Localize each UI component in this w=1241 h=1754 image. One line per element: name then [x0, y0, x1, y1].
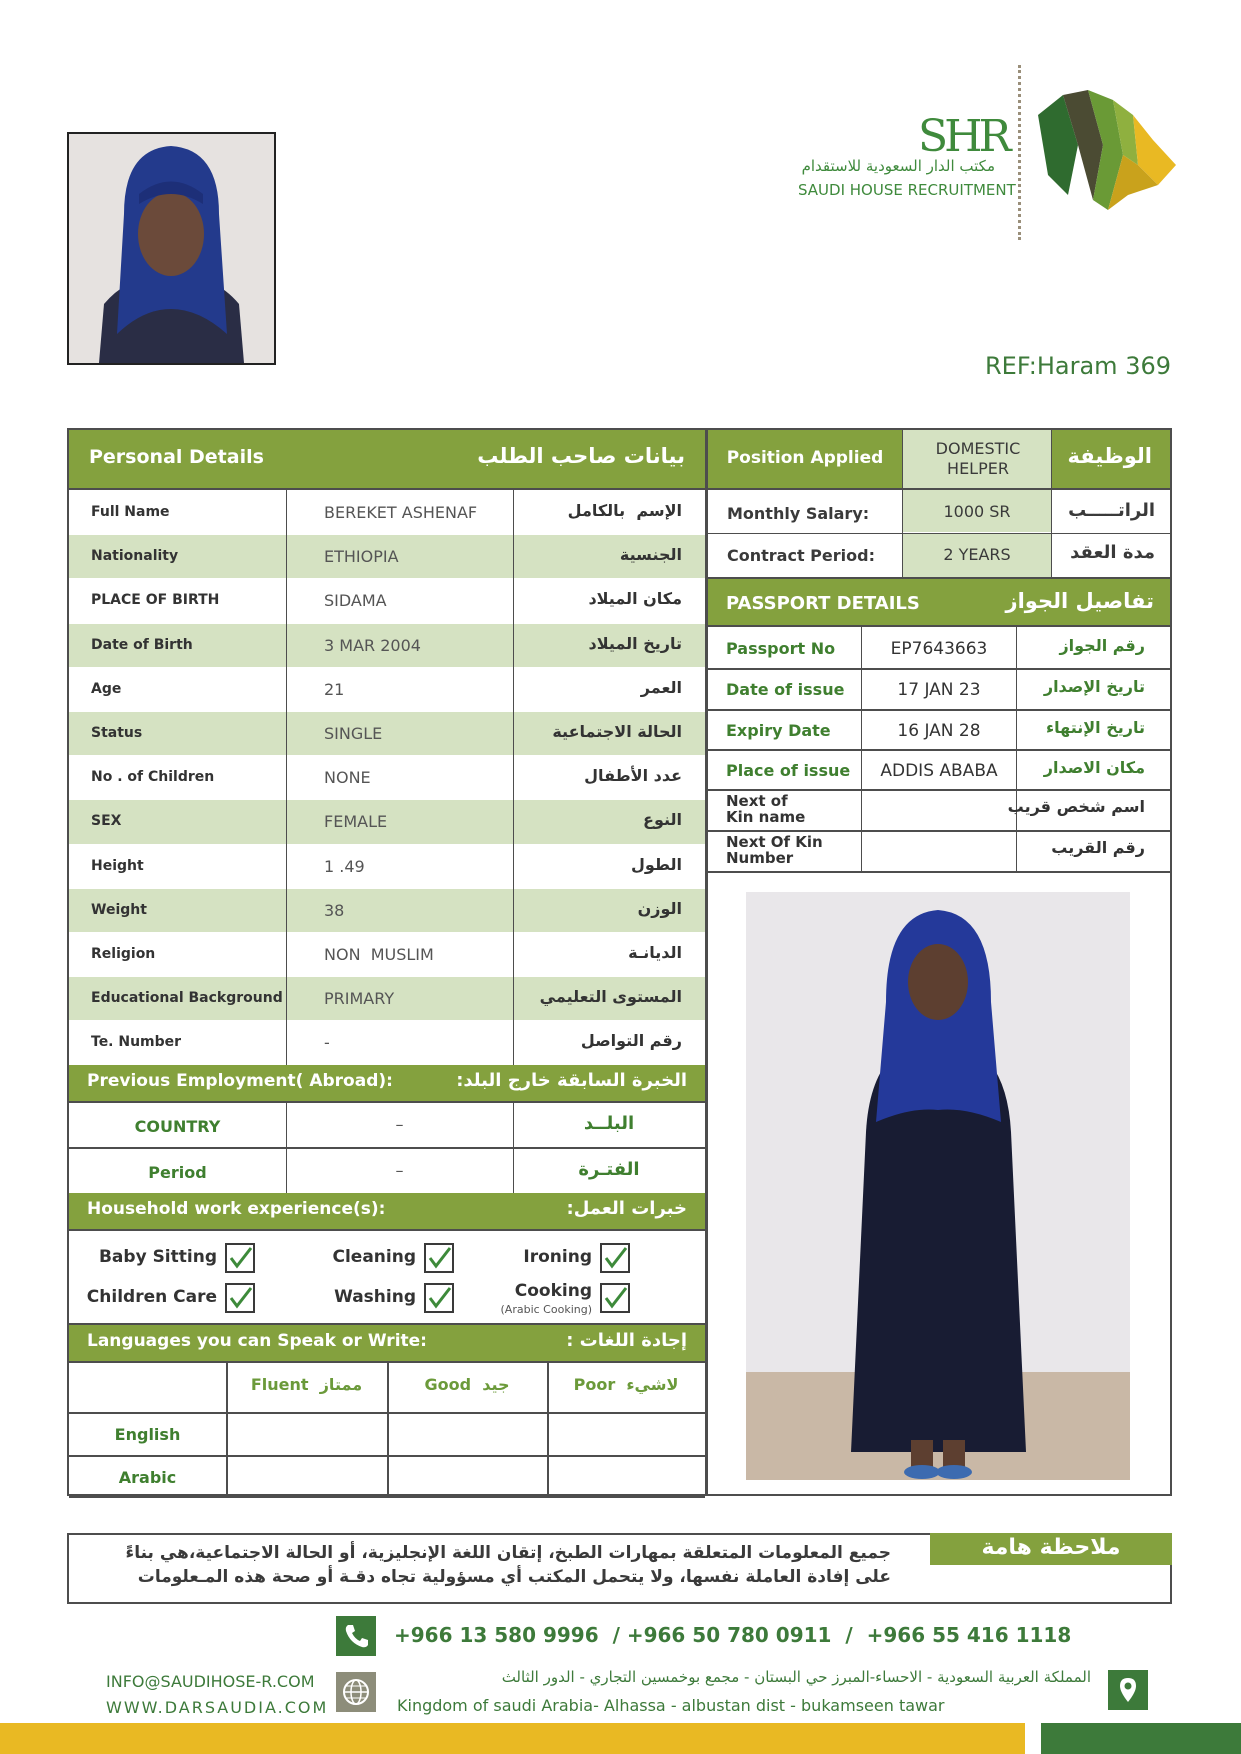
checkbox-checked[interactable] — [225, 1243, 255, 1273]
row-divider — [69, 534, 705, 535]
personal-field-label-ar: عدد الأطفال — [584, 766, 682, 786]
row-divider — [69, 932, 705, 933]
row-divider — [69, 976, 705, 977]
previous-field-label-ar: البلــد — [583, 1113, 635, 1134]
previous-employment-header — [69, 1065, 705, 1101]
personal-field-label: Height — [91, 857, 144, 874]
company-name-ar: مكتب الدار السعودية للاستقدام — [801, 157, 995, 175]
personal-field-label-ar: المستوى التعليمي — [539, 987, 682, 1007]
phone-icon — [336, 1616, 376, 1656]
salary-value: 1000 SR — [943, 502, 1011, 521]
personal-field-value: PRIMARY — [324, 989, 395, 1009]
previous-field-value: – — [395, 1115, 404, 1134]
checkbox-checked[interactable] — [424, 1243, 454, 1273]
household-item-label: Cooking — [514, 1281, 592, 1301]
row-divider — [69, 623, 705, 624]
saudi-map-icon — [1028, 85, 1178, 215]
contract-label: Contract Period: — [727, 546, 875, 565]
row-divider — [69, 1496, 705, 1498]
logo-letters: SHR — [918, 111, 1008, 162]
passport-field-value: 16 JAN 28 — [897, 721, 981, 741]
row-divider — [708, 830, 1170, 832]
passport-field-label-ar: تاريخ الإنتهاء — [1045, 718, 1145, 737]
personal-field-label: Date of Birth — [91, 636, 193, 653]
language-level-header: Fluent ممتاز — [250, 1375, 363, 1394]
personal-field-label: Educational Background — [91, 990, 283, 1007]
household-item-label: Children Care — [86, 1287, 217, 1307]
personal-field-value: 3 MAR 2004 — [324, 635, 421, 655]
row-divider — [69, 888, 705, 889]
language-level-header: Poor لاشيء — [573, 1375, 679, 1394]
email: INFO@SAUDIHOSE-R.COM — [106, 1672, 315, 1691]
company-logo — [790, 65, 1180, 240]
household-item-label: Cleaning — [332, 1247, 416, 1267]
passport-header — [708, 579, 1170, 625]
personal-field-label: Religion — [91, 946, 156, 962]
household-item-label: Baby Sitting — [98, 1247, 217, 1267]
notice-line-1: جميع المعلومات المتعلقة بمهارات الطبخ، إتقان اللغة الإنجليزية، أو الحالة الاجتماعية،هي بناءً — [125, 1543, 891, 1563]
personal-field-label-ar: الطول — [631, 854, 682, 874]
col-divider — [286, 490, 287, 1065]
position-value-box — [903, 430, 1051, 488]
location-pin-icon — [1108, 1670, 1148, 1710]
personal-field-value: NON MUSLIM — [324, 945, 434, 964]
personal-field-label: No . of Children — [91, 769, 215, 786]
kin-field-label: Next of Kin name — [726, 792, 806, 826]
row-divider — [69, 799, 705, 800]
row-shade — [69, 888, 705, 932]
checkmark-icon — [225, 1243, 255, 1273]
address-en: Kingdom of saudi Arabia- Alhassa - albustan dist - bukamseen tawar — [397, 1696, 945, 1715]
row-divider — [69, 1020, 705, 1021]
personal-details-title-en: Personal Details — [89, 446, 264, 468]
languages-title-en: Languages you can Speak or Write: — [87, 1331, 427, 1351]
notice-title: ملاحظة هامة — [981, 1535, 1121, 1560]
reference-number: REF:Haram 369 — [984, 352, 1171, 380]
previous-field-label: Period — [148, 1163, 207, 1182]
notice-title-box — [930, 1533, 1172, 1565]
contract-value-box — [903, 534, 1051, 577]
col-divider — [286, 1101, 287, 1193]
phone-numbers: +966 13 580 9996 / +966 50 780 0911 / +966 55 416 1118 — [394, 1623, 1072, 1647]
personal-details-title-ar: بيانات صاحب الطلب — [477, 444, 685, 468]
website: WWW.DARSAUDIA.COM — [106, 1698, 329, 1717]
position-label-box — [708, 430, 902, 488]
passport-field-label: Date of issue — [726, 680, 845, 699]
personal-field-label-ar: مكان الميلاد — [588, 589, 682, 609]
row-divider — [708, 749, 1170, 751]
full-body-photo — [746, 892, 1130, 1480]
row-divider — [69, 1101, 705, 1103]
checkmark-icon — [424, 1243, 454, 1273]
passport-title-en: PASSPORT DETAILS — [726, 593, 920, 614]
personal-field-value: 38 — [324, 900, 345, 920]
personal-field-value: NONE — [324, 768, 371, 788]
passport-field-value: ADDIS ABABA — [880, 761, 998, 781]
personal-field-label-ar: الجنسية — [619, 545, 682, 565]
checkmark-icon — [424, 1283, 454, 1313]
checkbox-checked[interactable] — [225, 1283, 255, 1313]
globe-icon — [336, 1672, 376, 1712]
personal-field-label: Nationality — [91, 548, 179, 565]
previous-employment-title-en: Previous Employment( Abroad): — [87, 1071, 393, 1091]
household-title-ar: خبرات العمل: — [566, 1198, 687, 1219]
contract-label-ar: مدة العقد — [1070, 542, 1155, 563]
personal-field-label: Age — [91, 680, 122, 697]
col-divider — [1016, 627, 1017, 871]
language-name: Arabic — [118, 1468, 177, 1487]
row-divider — [69, 711, 705, 712]
language-level-header: Good جيد — [424, 1375, 510, 1394]
languages-header — [69, 1325, 705, 1361]
previous-field-value: – — [395, 1161, 404, 1180]
position-label-ar-box — [1052, 430, 1170, 488]
footer-yellow-band — [0, 1723, 1025, 1754]
row-divider — [708, 871, 1170, 873]
company-name-en: SAUDI HOUSE RECRUITMENT — [798, 181, 1016, 199]
passport-field-label-ar: رقم الجواز — [1059, 636, 1145, 655]
kin-field-label-ar: اسم شخص قريب — [1007, 797, 1145, 816]
passport-field-label-ar: تاريخ الإصدار — [1043, 677, 1145, 696]
personal-field-label: Status — [91, 725, 143, 741]
language-name: English — [114, 1425, 181, 1444]
personal-field-label-ar: النوع — [643, 810, 682, 830]
personal-field-label-ar: رقم التواصل — [580, 1031, 682, 1051]
personal-field-label: PLACE OF BIRTH — [91, 592, 220, 609]
row-divider — [69, 755, 705, 756]
salary-value-box — [903, 490, 1051, 532]
row-divider — [69, 1147, 705, 1149]
personal-field-label-ar: الوزن — [637, 898, 682, 918]
personal-field-label-ar: العمر — [640, 677, 682, 697]
row-divider — [69, 578, 705, 579]
personal-field-label-ar: تاريخ الميلاد — [588, 633, 682, 653]
personal-field-value: 21 — [324, 679, 345, 699]
salary-label: Monthly Salary: — [727, 504, 870, 523]
personal-field-value: BEREKET ASHENAF — [324, 503, 478, 522]
checkbox-checked[interactable] — [424, 1283, 454, 1313]
portrait-photo — [67, 132, 276, 365]
row-divider — [69, 844, 705, 845]
position-value: DOMESTIC HELPER — [935, 439, 1021, 478]
household-title-en: Household work experience(s): — [87, 1199, 386, 1219]
personal-field-value: ETHIOPIA — [324, 547, 399, 567]
personal-field-value: SIDAMA — [324, 591, 387, 611]
notice-line-2: على إفادة العاملة نفسها، ولا يتحمل المكتب أي مسؤولية تجاه دقـة أو صحة هذه المـعلومات — [137, 1567, 891, 1587]
personal-field-label: SEX — [91, 813, 122, 830]
previous-field-label-ar: الفتـرة — [578, 1159, 640, 1180]
checkmark-icon — [225, 1283, 255, 1313]
footer-green-band — [1041, 1723, 1241, 1754]
personal-field-label-ar: الحالة الاجتماعية — [552, 722, 682, 741]
personal-field-value: - — [324, 1033, 330, 1053]
passport-field-value: EP7643663 — [890, 639, 988, 659]
personal-field-label: Weight — [91, 901, 147, 918]
previous-field-label: COUNTRY — [134, 1117, 221, 1136]
personal-field-label-ar: الديانـة — [628, 943, 682, 962]
passport-field-value: 17 JAN 23 — [897, 680, 981, 700]
personal-field-label: Te. Number — [91, 1034, 182, 1051]
position-label-ar: الوظيفة — [1067, 444, 1152, 468]
row-divider — [69, 1229, 705, 1231]
checkbox-checked[interactable] — [600, 1283, 630, 1313]
passport-title-ar: تفاصيل الجواز — [1005, 589, 1154, 613]
household-item-label: Washing — [334, 1287, 416, 1307]
household-header — [69, 1193, 705, 1229]
checkmark-icon — [600, 1283, 630, 1313]
passport-field-label-ar: مكان الاصدار — [1043, 758, 1145, 777]
col-divider — [513, 1101, 514, 1193]
checkmark-icon — [600, 1243, 630, 1273]
contract-value: 2 YEARS — [943, 545, 1011, 564]
household-item-label: Ironing — [523, 1247, 592, 1267]
col-divider — [513, 490, 514, 1065]
salary-label-ar: الراتـــــب — [1068, 500, 1155, 521]
personal-field-value: FEMALE — [324, 812, 388, 832]
personal-field-value: 1 .49 — [324, 856, 365, 876]
personal-details-header — [69, 430, 705, 488]
household-item-sublabel: (Arabic Cooking) — [500, 1303, 592, 1316]
row-divider — [708, 789, 1170, 791]
passport-field-label: Passport No — [726, 639, 836, 658]
row-divider — [708, 668, 1170, 670]
address-ar: المملكة العربية السعودية - الاحساء-المبرز حي البستان - مجمع بوخمسين التجاري - الدور الثالث — [501, 1668, 1091, 1686]
kin-field-label-ar: رقم القريب — [1051, 838, 1145, 857]
kin-field-label: Next Of Kin Number — [726, 833, 823, 867]
col-divider — [861, 627, 862, 871]
previous-employment-title-ar: الخبرة السابقة خارج البلد: — [456, 1070, 687, 1091]
personal-field-label-ar: الإسم بالكامل — [567, 501, 682, 520]
personal-field-value: SINGLE — [324, 724, 383, 743]
languages-title-ar: إجادة اللغات : — [566, 1330, 687, 1351]
passport-field-label: Expiry Date — [726, 721, 831, 740]
row-divider — [69, 667, 705, 668]
personal-field-label: Full Name — [91, 504, 170, 520]
row-divider — [708, 709, 1170, 711]
checkbox-checked[interactable] — [600, 1243, 630, 1273]
logo-dotted-divider — [1018, 65, 1021, 240]
passport-field-label: Place of issue — [726, 761, 851, 780]
position-label-en: Position Applied — [726, 448, 884, 468]
